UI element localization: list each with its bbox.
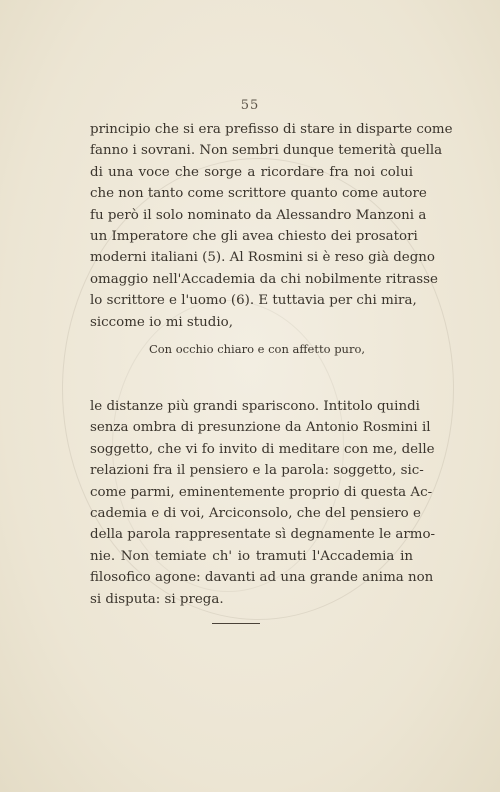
text-line: come parmi, eminentemente proprio di questa Ac- — [90, 484, 433, 500]
text-line: fu però il solo nominato da Alessandro Manzoni a — [90, 207, 427, 223]
text-line: si disputa: si prega. — [90, 591, 224, 607]
text-line: omaggio nell'Accademia da chi nobilmente ritrasse — [90, 271, 438, 287]
text-line: che non tanto come scrittore quanto come autore — [90, 186, 427, 202]
text-line: soggetto, che vi fo invito di meditare con me, delle — [90, 441, 435, 457]
text-line: fanno i sovrani. Non sembri dunque temerità quella — [90, 143, 443, 159]
section-divider-rule — [212, 623, 260, 624]
text-line: siccome io mi studio, — [90, 314, 233, 330]
page-number: 55 — [240, 98, 260, 113]
text-line: di una voce che sorge a ricordare fra noi colui — [90, 164, 413, 180]
paragraph-1 — [90, 119, 453, 333]
text-line: un Imperatore che gli avea chiesto dei prosatori — [90, 228, 418, 244]
text-line: nie. Non temiate ch' io tramuti l'Accademia in — [90, 548, 413, 564]
text-line: filosofico agone: davanti ad una grande anima non — [90, 570, 434, 586]
text-line: cademia e di voi, Arciconsolo, che del pensiero e — [90, 505, 421, 521]
paragraph-2 — [90, 396, 436, 610]
text-line: senza ombra di presunzione da Antonio Rosmini il — [90, 420, 431, 436]
text-line: principio che si era prefisso di stare in disparte come — [90, 122, 453, 137]
quoted-verse: Con occhio chiaro e con affetto puro, — [148, 342, 366, 356]
text-line: della parola rappresentate sì degnamente le armo- — [90, 527, 436, 543]
text-line: lo scrittore e l'uomo (6). E tuttavia per chi mira, — [90, 293, 417, 309]
text-line: le distanze più grandi spariscono. Intitolo quindi — [90, 399, 420, 414]
text-line: relazioni fra il pensiero e la parola: soggetto, sic- — [90, 463, 424, 479]
text-line: moderni italiani (5). Al Rosmini si è reso già degno — [90, 250, 435, 266]
